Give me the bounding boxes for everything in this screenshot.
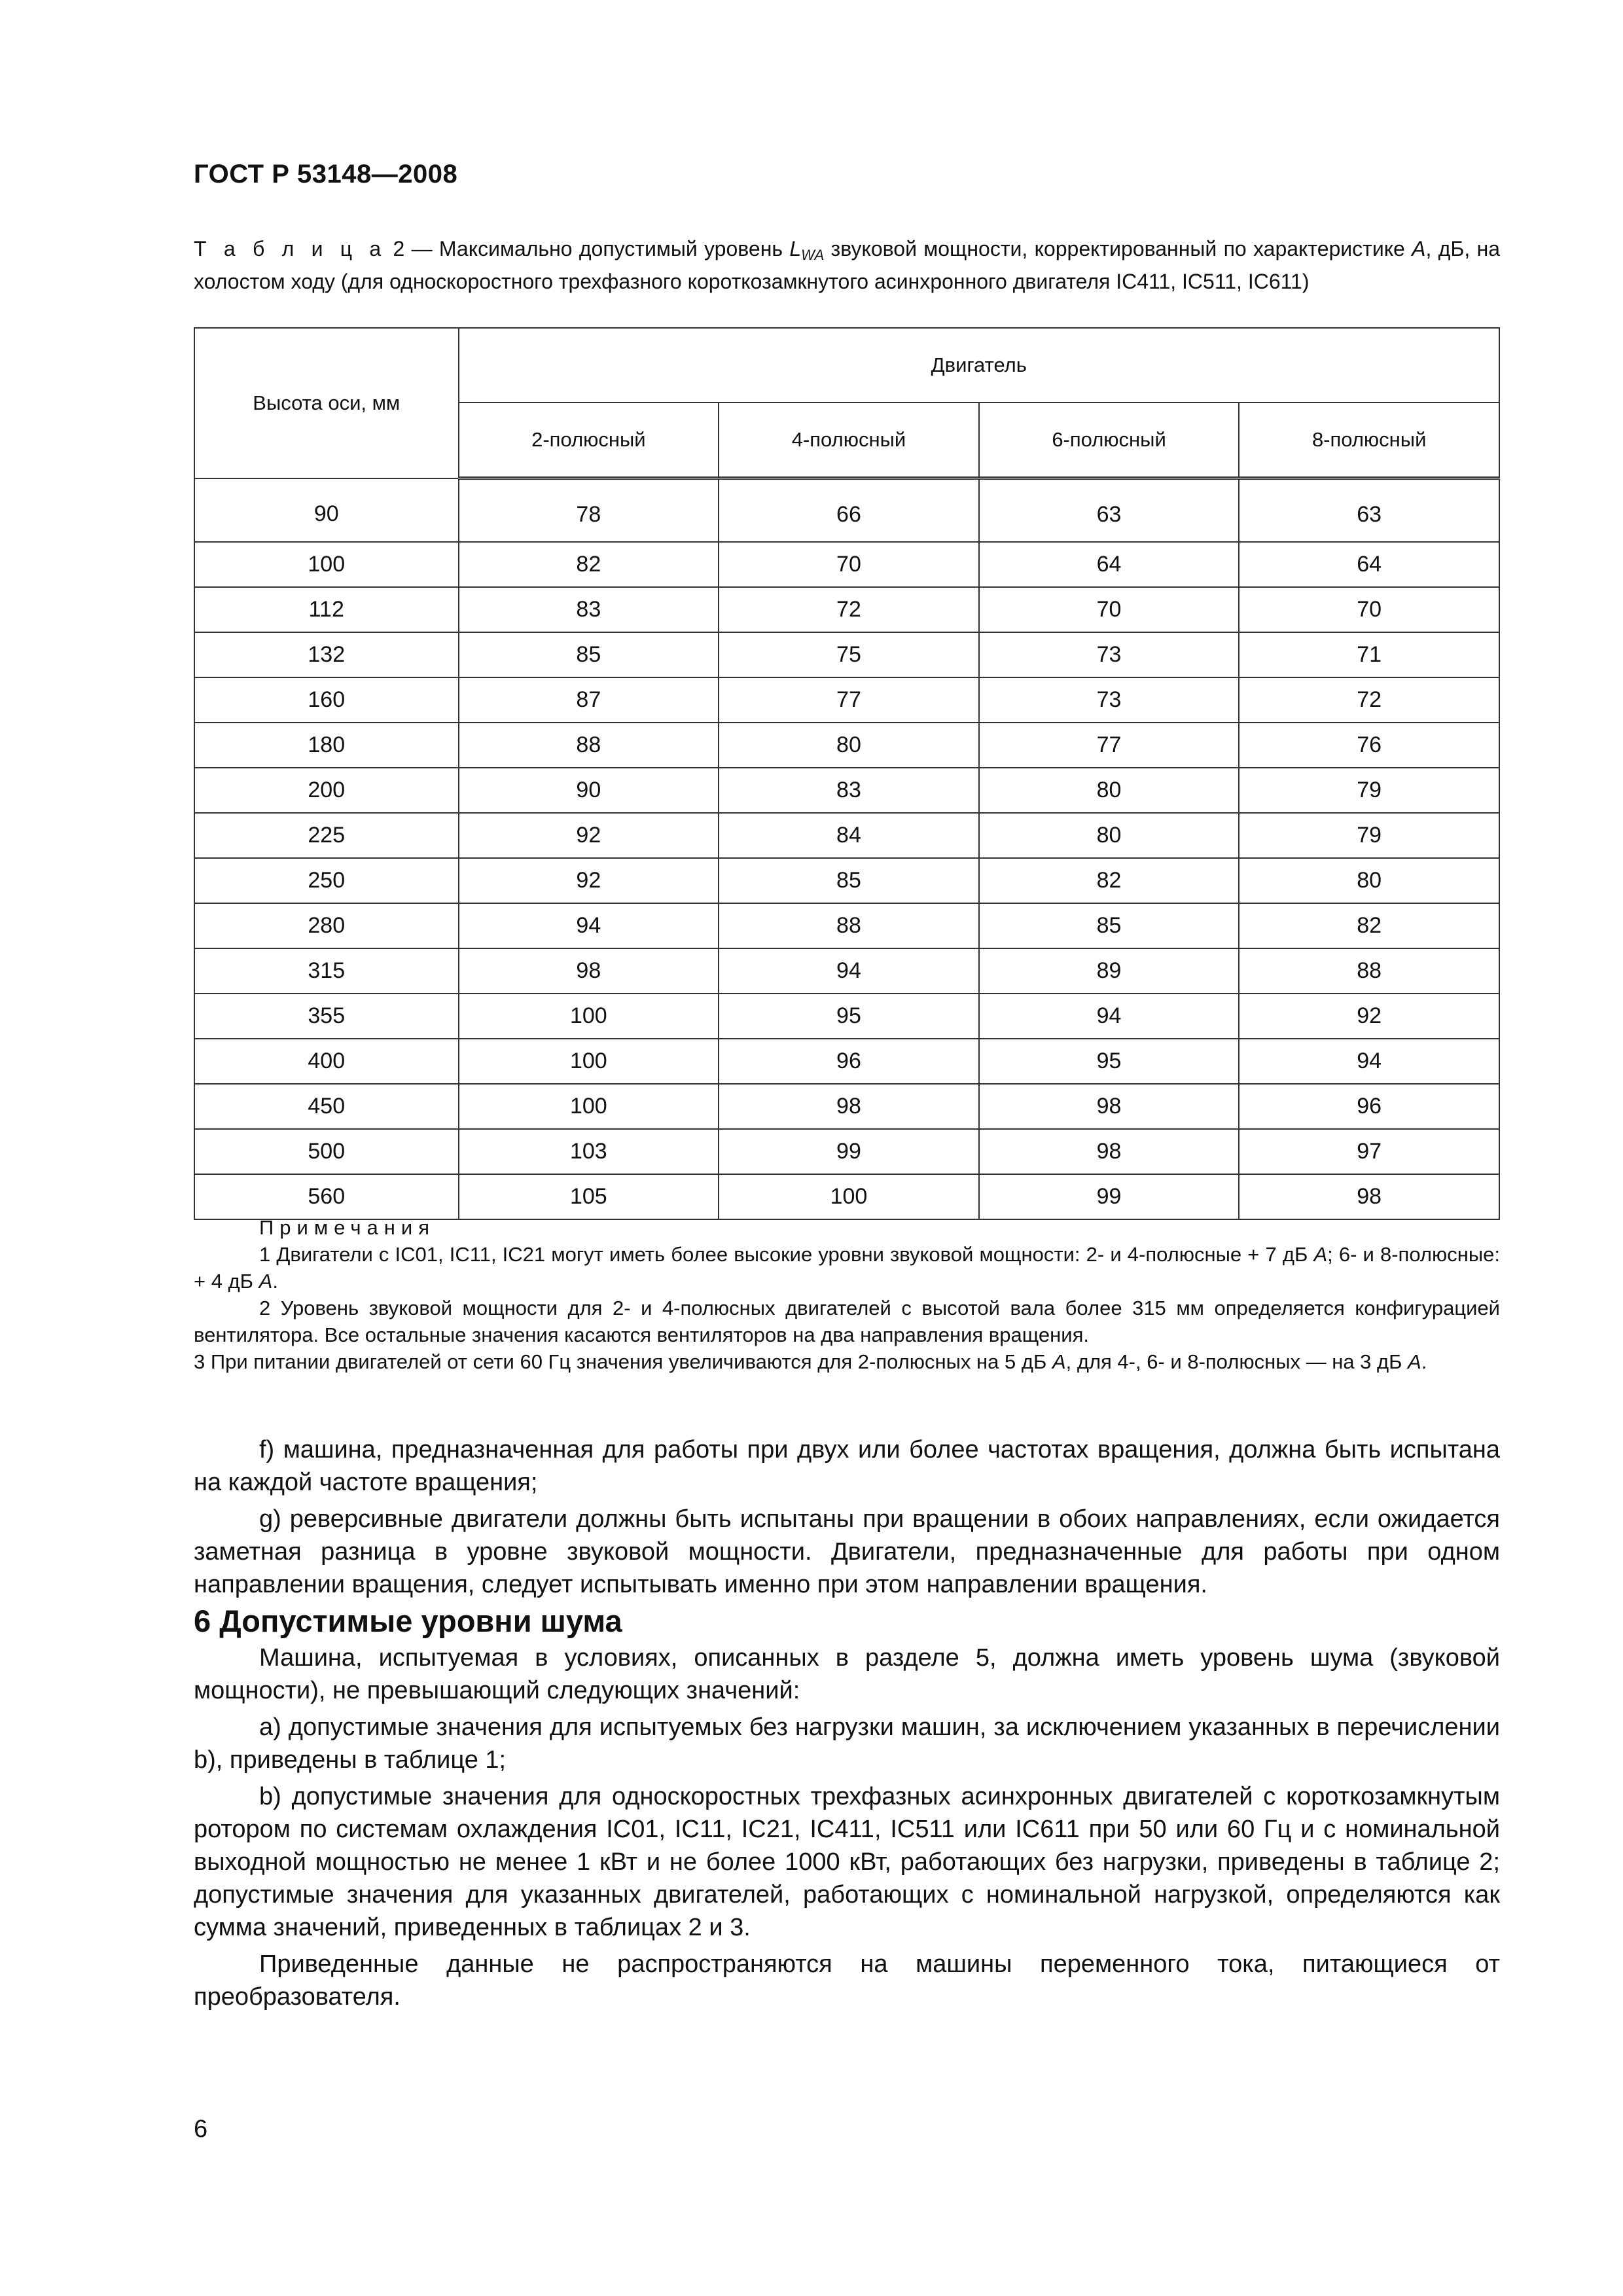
caption-symbol-sub: WA xyxy=(801,247,825,263)
cell-noise-level: 90 xyxy=(459,768,719,813)
note-3-text-a: 3 При питании двигателей от сети 60 Гц значения увеличиваются для 2-полюсных на 5 дБ xyxy=(194,1350,1047,1373)
note-3-symbol-b: А xyxy=(1408,1350,1421,1373)
cell-noise-level: 63 xyxy=(1239,478,1499,543)
paragraph-final: Приведенные данные не распространяются на машины переменного тока, питающиеся от преобразователя. xyxy=(194,1950,1500,2011)
cell-noise-level: 105 xyxy=(459,1174,719,1219)
cell-axis-height: 560 xyxy=(194,1174,459,1219)
cell-noise-level: 82 xyxy=(459,542,719,587)
cell-noise-level: 85 xyxy=(459,632,719,677)
table-row xyxy=(194,813,1499,858)
cell-noise-level: 84 xyxy=(719,813,979,858)
note-1 xyxy=(194,1241,1500,1295)
cell-noise-level: 92 xyxy=(459,858,719,903)
cell-noise-level: 71 xyxy=(1239,632,1499,677)
table-row xyxy=(194,677,1499,723)
cell-axis-height: 400 xyxy=(194,1039,459,1084)
caption-symbol: L xyxy=(789,237,802,260)
header-4-pole: 4-полюсный xyxy=(719,403,979,478)
cell-noise-level: 76 xyxy=(1239,723,1499,768)
cell-noise-level: 72 xyxy=(719,587,979,632)
cell-axis-height: 132 xyxy=(194,632,459,677)
cell-noise-level: 100 xyxy=(719,1174,979,1219)
table-row xyxy=(194,858,1499,903)
cell-noise-level: 85 xyxy=(719,858,979,903)
cell-noise-level: 99 xyxy=(979,1174,1240,1219)
item-f: f) машина, предназначенная для работы при двух или более частотах вращения, должна быть испытана на каждой частоте вращения; xyxy=(194,1436,1500,1496)
cell-axis-height: 225 xyxy=(194,813,459,858)
cell-noise-level: 99 xyxy=(719,1129,979,1174)
header-6-pole: 6-полюсный xyxy=(979,403,1240,478)
cell-noise-level: 94 xyxy=(979,994,1240,1039)
cell-noise-level: 103 xyxy=(459,1129,719,1174)
note-1-text-b: ; 6- и 8-полюсные: + 4 дБ xyxy=(194,1243,1500,1293)
cell-noise-level: 80 xyxy=(1239,858,1499,903)
page-number: 6 xyxy=(194,2115,208,2143)
note-3-symbol-a: А xyxy=(1052,1350,1066,1373)
note-1-symbol-a: А xyxy=(1313,1243,1328,1266)
table-row xyxy=(194,768,1499,813)
note-1-text-a: 1 Двигатели с IC01, IC11, IC21 могут иметь более высокие уровни звуковой мощности: 2- и 4-полюсные + 7 дБ xyxy=(259,1243,1308,1266)
note-3-text-b: , для 4-, 6- и 8-полюсных — на 3 дБ xyxy=(1065,1350,1402,1373)
cell-noise-level: 87 xyxy=(459,677,719,723)
cell-noise-level: 100 xyxy=(459,1084,719,1129)
cell-noise-level: 80 xyxy=(979,813,1240,858)
cell-noise-level: 77 xyxy=(979,723,1240,768)
cell-noise-level: 94 xyxy=(719,948,979,994)
cell-axis-height: 112 xyxy=(194,587,459,632)
cell-noise-level: 80 xyxy=(979,768,1240,813)
cell-noise-level: 89 xyxy=(979,948,1240,994)
cell-noise-level: 80 xyxy=(719,723,979,768)
cell-noise-level: 100 xyxy=(459,1039,719,1084)
table-row xyxy=(194,1129,1499,1174)
cell-noise-level: 70 xyxy=(719,542,979,587)
caption-label: Т а б л и ц а xyxy=(194,237,387,260)
cell-axis-height: 180 xyxy=(194,723,459,768)
cell-axis-height: 280 xyxy=(194,903,459,948)
paragraph-intro: Машина, испытуемая в условиях, описанных в разделе 5, должна иметь уровень шума (звуковой мощности), не превышающий следующих значений: xyxy=(194,1644,1500,1704)
cell-noise-level: 63 xyxy=(979,478,1240,543)
cell-noise-level: 78 xyxy=(459,478,719,543)
cell-axis-height: 500 xyxy=(194,1129,459,1174)
cell-noise-level: 73 xyxy=(979,677,1240,723)
cell-noise-level: 96 xyxy=(1239,1084,1499,1129)
cell-axis-height: 200 xyxy=(194,768,459,813)
notes-block xyxy=(194,1214,1500,1375)
cell-noise-level: 95 xyxy=(719,994,979,1039)
cell-noise-level: 66 xyxy=(719,478,979,543)
table-row xyxy=(194,723,1499,768)
cell-noise-level: 98 xyxy=(1239,1174,1499,1219)
note-3-end: . xyxy=(1421,1350,1427,1373)
cell-noise-level: 94 xyxy=(459,903,719,948)
document-page xyxy=(194,0,1500,2296)
note-3 xyxy=(194,1348,1500,1375)
cell-noise-level: 70 xyxy=(979,587,1240,632)
table-row xyxy=(194,632,1499,677)
header-8-pole: 8-полюсный xyxy=(1239,403,1499,478)
cell-noise-level: 100 xyxy=(459,994,719,1039)
cell-noise-level: 98 xyxy=(979,1129,1240,1174)
caption-text-c: , дБ, на холостом ходу (для односкоростного трехфазного короткозамкнутого асинхронного двигателя IC411, IC511, IC611) xyxy=(194,237,1501,293)
cell-axis-height: 315 xyxy=(194,948,459,994)
cell-noise-level: 97 xyxy=(1239,1129,1499,1174)
cell-noise-level: 70 xyxy=(1239,587,1499,632)
cell-noise-level: 75 xyxy=(719,632,979,677)
cell-noise-level: 72 xyxy=(1239,677,1499,723)
note-2: 2 Уровень звуковой мощности для 2- и 4-полюсных двигателей с высотой вала более 315 мм определяется конфигурацией вентилятора. Все остальные значения касаются вентиляторов на два направления вращения. xyxy=(194,1297,1500,1346)
table-row xyxy=(194,1174,1499,1219)
cell-noise-level: 95 xyxy=(979,1039,1240,1084)
caption-text-a: 2 — Максимально допустимый уровень xyxy=(393,237,783,260)
header-2-pole: 2-полюсный xyxy=(459,403,719,478)
cell-axis-height: 160 xyxy=(194,677,459,723)
document-header: ГОСТ Р 53148—2008 xyxy=(194,160,458,188)
table-body xyxy=(194,478,1499,1220)
cell-noise-level: 73 xyxy=(979,632,1240,677)
cell-noise-level: 88 xyxy=(459,723,719,768)
table-row xyxy=(194,1084,1499,1129)
table-row xyxy=(194,903,1499,948)
caption-symbol-a: А xyxy=(1412,237,1426,260)
cell-axis-height: 250 xyxy=(194,858,459,903)
item-g: g) реверсивные двигатели должны быть испытаны при вращении в обоих направлениях, если ожидается заметная разница в уровне звуковой мощности. Двигатели, предназначенные для работы при одном направлении вращения, следует испытывать именно при этом направлении вращения. xyxy=(194,1505,1500,1598)
cell-noise-level: 83 xyxy=(459,587,719,632)
noise-level-table xyxy=(194,327,1500,1220)
note-1-symbol-b: А xyxy=(259,1270,273,1293)
cell-noise-level: 82 xyxy=(979,858,1240,903)
cell-noise-level: 94 xyxy=(1239,1039,1499,1084)
item-a: a) допустимые значения для испытуемых без нагрузки машин, за исключением указанных в перечислении b), приведены в таблице 1; xyxy=(194,1713,1500,1774)
header-motor: Двигатель xyxy=(459,328,1499,403)
cell-noise-level: 85 xyxy=(979,903,1240,948)
cell-noise-level: 88 xyxy=(719,903,979,948)
table-row xyxy=(194,478,1499,543)
header-axis-height: Высота оси, мм xyxy=(194,328,459,478)
cell-noise-level: 92 xyxy=(1239,994,1499,1039)
cell-noise-level: 83 xyxy=(719,768,979,813)
cell-noise-level: 82 xyxy=(1239,903,1499,948)
note-1-end: . xyxy=(272,1270,278,1293)
section-heading: 6 Допустимые уровни шума xyxy=(194,1604,622,1638)
table-caption xyxy=(194,236,1500,295)
cell-noise-level: 98 xyxy=(719,1084,979,1129)
item-b: b) допустимые значения для односкоростных трехфазных асинхронных двигателей с короткозамкнутым ротором по системам охлаждения IC01, IC11, IC21, IC411, IC511 или IC611 при 50 или 60 Гц и с номинальной выходной мощностью не менее 1 кВт и не более 1000 кВт, работающих без нагрузки, приведены в таблице 2; допустимые значения для указанных двигателей, работающих с номинальной нагрузкой, определяются как сумма значений, приведенных в таблицах 2 и 3. xyxy=(194,1783,1500,1941)
cell-noise-level: 92 xyxy=(459,813,719,858)
caption-text-b: звуковой мощности, корректированный по характеристике xyxy=(830,237,1405,260)
cell-axis-height: 90 xyxy=(194,478,459,543)
table-row xyxy=(194,994,1499,1039)
cell-noise-level: 79 xyxy=(1239,813,1499,858)
cell-noise-level: 88 xyxy=(1239,948,1499,994)
cell-noise-level: 64 xyxy=(979,542,1240,587)
table-row xyxy=(194,1039,1499,1084)
body-text xyxy=(194,1433,1500,2017)
cell-axis-height: 355 xyxy=(194,994,459,1039)
cell-noise-level: 77 xyxy=(719,677,979,723)
cell-noise-level: 98 xyxy=(459,948,719,994)
cell-noise-level: 96 xyxy=(719,1039,979,1084)
cell-noise-level: 64 xyxy=(1239,542,1499,587)
table-row xyxy=(194,542,1499,587)
table-row xyxy=(194,587,1499,632)
cell-axis-height: 450 xyxy=(194,1084,459,1129)
table-row xyxy=(194,948,1499,994)
cell-noise-level: 79 xyxy=(1239,768,1499,813)
cell-noise-level: 98 xyxy=(979,1084,1240,1129)
cell-axis-height: 100 xyxy=(194,542,459,587)
notes-title: Примечания xyxy=(259,1216,435,1239)
